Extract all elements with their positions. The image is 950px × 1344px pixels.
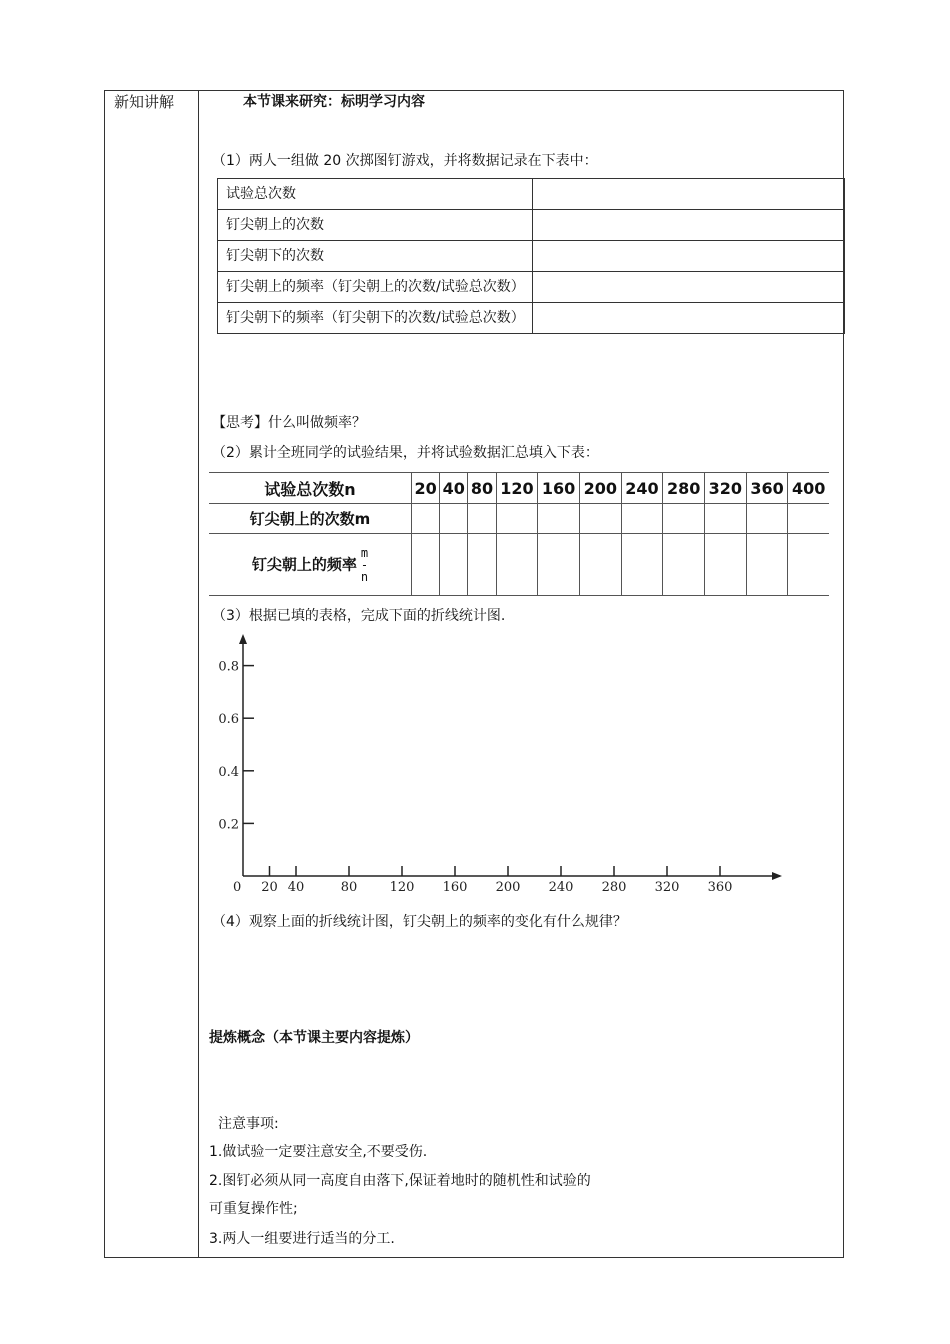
x-tick-label: 320 <box>654 880 680 895</box>
note-line-2-cont: 可重复操作性; <box>209 1201 298 1217</box>
table-cell[interactable] <box>579 504 621 534</box>
x-tick-label: 40 <box>287 880 305 895</box>
x-tick-label: 280 <box>601 880 627 895</box>
table-cell[interactable] <box>468 534 496 596</box>
note-line-3: 3.两人一组要进行适当的分工. <box>209 1231 395 1247</box>
y-axis-arrow <box>239 634 247 644</box>
table-cell[interactable] <box>412 504 440 534</box>
table-row <box>209 504 829 534</box>
fraction-m-over-n <box>361 547 368 583</box>
x-tick-label: 200 <box>495 880 521 895</box>
column-divider <box>198 90 199 1258</box>
column-header: 280 <box>663 473 705 504</box>
fraction-numerator: m <box>360 545 369 560</box>
y-tick-label: 0.2 <box>218 817 239 833</box>
table-cell[interactable] <box>440 534 468 596</box>
step-4-text: （4）观察上面的折线统计图，钉尖朝上的频率的变化有什么规律？ <box>212 914 627 930</box>
table-cell[interactable] <box>538 534 580 596</box>
table-cell[interactable] <box>412 534 440 596</box>
fraction-denominator: n <box>360 569 369 584</box>
left-column-label: 新知讲解 <box>114 93 175 111</box>
row-value-cell[interactable] <box>533 303 845 334</box>
table-row <box>218 210 845 241</box>
x-tick-label: 240 <box>548 880 574 895</box>
table-row <box>218 179 845 210</box>
table-cell[interactable] <box>788 534 829 596</box>
table-cell[interactable] <box>788 504 829 534</box>
table-row <box>218 272 845 303</box>
table-cell[interactable] <box>663 504 705 534</box>
x-tick-label: 20 <box>261 880 278 895</box>
table-cell[interactable] <box>705 504 747 534</box>
x-tick-label: 120 <box>389 880 415 895</box>
think-prompt: 【思考】什么叫做频率？ <box>212 415 366 431</box>
x-tick-label: 160 <box>442 880 468 895</box>
column-header: 200 <box>579 473 621 504</box>
row-value-cell[interactable] <box>533 272 845 303</box>
table-cell[interactable] <box>746 534 788 596</box>
column-header: 20 <box>412 473 440 504</box>
fraction-bar: - <box>360 557 369 572</box>
column-header: 120 <box>496 473 538 504</box>
column-header: 40 <box>440 473 468 504</box>
x-axis-arrow <box>772 872 782 880</box>
section-heading: 本节课来研究：标明学习内容 <box>243 94 425 110</box>
column-header: 400 <box>788 473 829 504</box>
frequency-label: 钉尖朝上的频率 <box>251 555 357 573</box>
row-label: 试验总次数 <box>218 179 533 210</box>
step-1-text: （1）两人一组做 20 次掷图钉游戏，并将数据记录在下表中： <box>212 153 598 169</box>
table-row <box>218 303 845 334</box>
table-cell[interactable] <box>496 504 538 534</box>
step-3-text: （3）根据已填的表格，完成下面的折线统计图. <box>212 608 506 624</box>
row-label: 钉尖朝上的次数 <box>218 210 533 241</box>
row-header-up-count: 钉尖朝上的次数m <box>209 504 412 534</box>
row-label: 钉尖朝下的次数 <box>218 241 533 272</box>
row-value-cell[interactable] <box>533 241 845 272</box>
row-value-cell[interactable] <box>533 210 845 241</box>
table-cell[interactable] <box>621 534 663 596</box>
column-header: 360 <box>746 473 788 504</box>
y-tick-label: 0.8 <box>218 659 239 675</box>
origin-label: 0 <box>233 880 242 895</box>
table-cell[interactable] <box>746 504 788 534</box>
row-value-cell[interactable] <box>533 179 845 210</box>
y-tick-label: 0.4 <box>218 764 239 780</box>
table-cell[interactable] <box>705 534 747 596</box>
table-cell[interactable] <box>663 534 705 596</box>
table-row <box>209 534 829 596</box>
column-header: 240 <box>621 473 663 504</box>
record-table <box>217 178 845 334</box>
x-tick-label: 360 <box>707 880 733 895</box>
table-cell[interactable] <box>440 504 468 534</box>
note-line-1: 1.做试验一定要注意安全,不要受伤. <box>209 1144 428 1160</box>
row-label: 钉尖朝上的频率（钉尖朝上的次数/试验总次数） <box>218 272 533 303</box>
table-row <box>209 473 829 504</box>
table-cell[interactable] <box>496 534 538 596</box>
row-header-frequency <box>209 534 412 596</box>
table-row <box>218 241 845 272</box>
row-header-total: 试验总次数n <box>209 473 412 504</box>
table-cell[interactable] <box>579 534 621 596</box>
note-line-2: 2.图钉必须从同一高度自由落下,保证着地时的随机性和试验的 <box>209 1173 591 1189</box>
step-2-text: （2）累计全班同学的试验结果，并将试验数据汇总填入下表： <box>212 445 599 461</box>
line-chart[interactable] <box>200 630 800 898</box>
class-results-table <box>209 472 829 596</box>
concept-heading: 提炼概念（本节课主要内容提炼） <box>209 1030 419 1046</box>
column-header: 320 <box>705 473 747 504</box>
row-label: 钉尖朝下的频率（钉尖朝下的次数/试验总次数） <box>218 303 533 334</box>
column-header: 80 <box>468 473 496 504</box>
x-tick-label: 80 <box>340 880 358 895</box>
y-tick-label: 0.6 <box>218 712 239 728</box>
notes-title: 注意事项: <box>218 1116 279 1132</box>
column-header: 160 <box>538 473 580 504</box>
table-cell[interactable] <box>468 504 496 534</box>
table-cell[interactable] <box>538 504 580 534</box>
table-cell[interactable] <box>621 504 663 534</box>
